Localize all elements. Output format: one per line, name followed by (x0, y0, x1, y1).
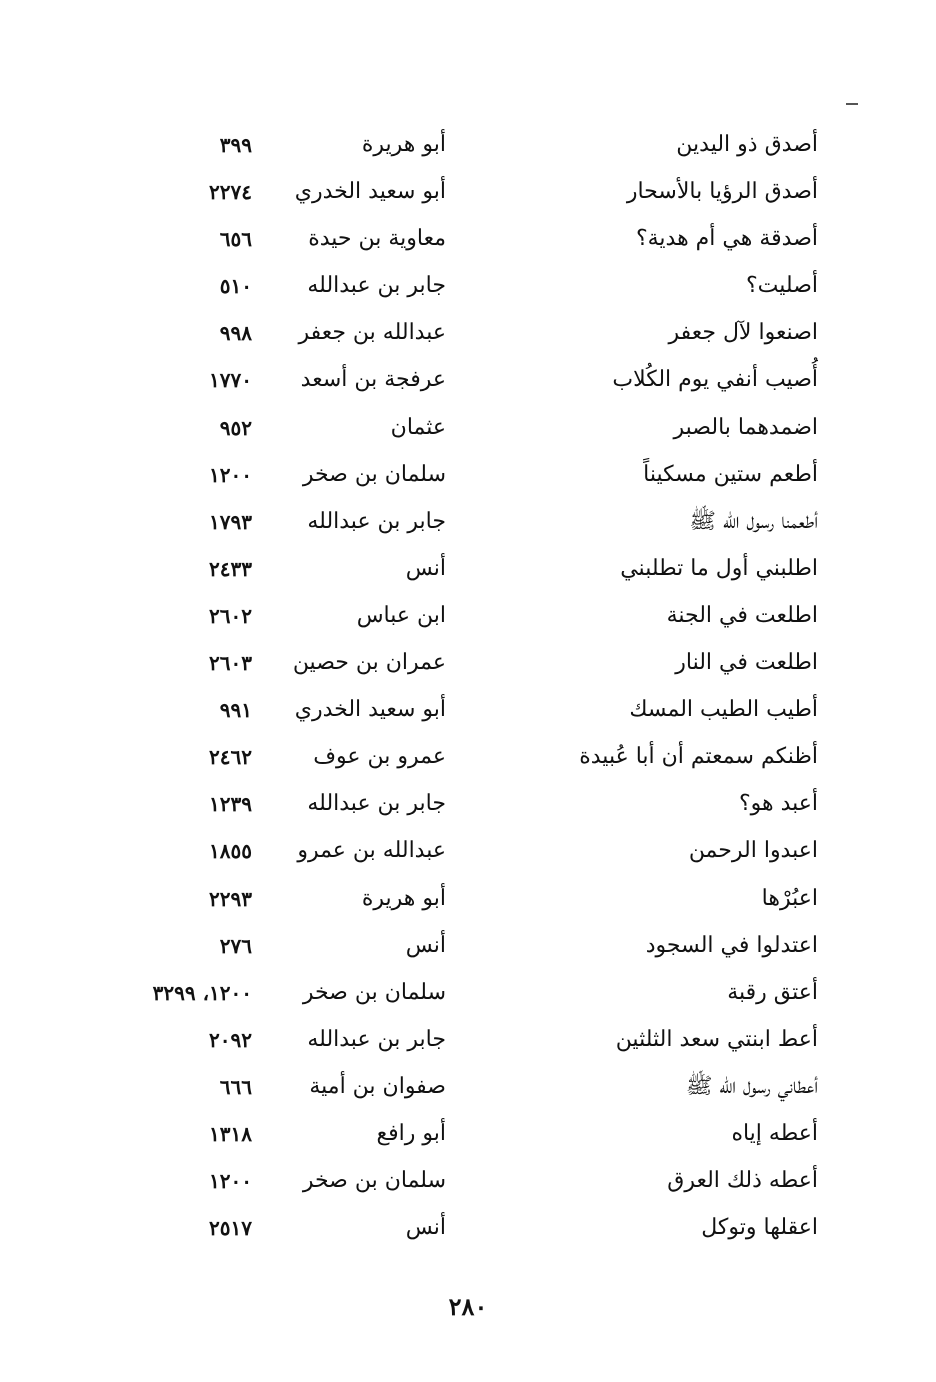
index-row (0, 923, 936, 970)
narrator-name: عبدالله بن جعفر (298, 320, 446, 346)
hadith-index-list (0, 122, 936, 1252)
narrator-name: عثمان (390, 414, 446, 440)
hadith-number: ١٢٠٠ (209, 462, 252, 487)
narrator-name: جابر بن عبدالله (307, 273, 446, 299)
hadith-phrase: أصدق ذو اليدين (676, 132, 818, 157)
hadith-phrase: اضمدهما بالصبر (673, 414, 818, 440)
hadith-phrase: أُصيب أنفي يوم الكُلاب (612, 367, 818, 393)
narrator-name: سلمان بن صخر (302, 1168, 446, 1194)
narrator-name: معاوية بن حيدة (308, 226, 446, 252)
index-row (0, 452, 936, 499)
hadith-number: ٢٠٩٢ (209, 1027, 252, 1052)
hadith-phrase: أطيب الطيب المسك (629, 697, 818, 723)
index-row (0, 169, 936, 216)
narrator-name: أنس (405, 932, 446, 958)
narrator-name: أبو سعيد الخدري (294, 179, 446, 205)
narrator-name: عمران بن حصين (292, 650, 446, 676)
index-row (0, 122, 936, 169)
hadith-number: ٦٥٦ (219, 227, 252, 252)
hadith-phrase: اعبدوا الرحمن (688, 838, 818, 864)
hadith-phrase: اعبُرْها (761, 885, 818, 911)
index-row (0, 828, 936, 875)
hadith-number: ٥١٠ (219, 274, 252, 299)
hadith-number: ٢٢٩٣ (209, 886, 252, 911)
narrator-name: أبو رافع (376, 1120, 446, 1146)
index-row (0, 970, 936, 1017)
hadith-phrase: اعتدلوا في السجود (645, 932, 818, 958)
index-row (0, 1158, 936, 1205)
index-row (0, 310, 936, 357)
hadith-number: ١٢٠٠، ٣٢٩٩ (152, 980, 252, 1005)
hadith-phrase: أعبد هو؟ (738, 791, 818, 817)
narrator-name: أبو هريرة (361, 885, 446, 911)
hadith-number: ٣٩٩ (219, 133, 252, 157)
hadith-phrase: أطعمنا رسول الله ﷺ (689, 508, 818, 534)
hadith-phrase: أصدقة هي أم هدية؟ (635, 226, 818, 252)
index-row (0, 876, 936, 923)
hadith-phrase: أصدق الرؤيا بالأسحار (626, 179, 818, 205)
narrator-name: أنس (405, 555, 446, 581)
index-row (0, 357, 936, 404)
narrator-name: أبو هريرة (361, 132, 446, 157)
hadith-number: ٩٩١ (219, 698, 252, 723)
index-row (0, 687, 936, 734)
narrator-name: سلمان بن صخر (302, 461, 446, 487)
hadith-phrase: أعط ابنتي سعد الثلثين (615, 1026, 818, 1052)
hadith-phrase: أعتق رقبة (727, 979, 818, 1005)
hadith-phrase: أعطه إياه (731, 1120, 818, 1146)
hadith-phrase: اطلعت في النار (675, 650, 818, 676)
narrator-name: عرفجة بن أسعد (300, 367, 446, 393)
page-number: ٢٨٠ (448, 1292, 488, 1321)
hadith-number: ٩٥٢ (219, 415, 252, 440)
hadith-number: ١٣١٨ (209, 1121, 252, 1146)
narrator-name: جابر بن عبدالله (307, 791, 446, 817)
hadith-number: ٦٦٦ (219, 1074, 252, 1099)
hadith-phrase: اصنعوا لآل جعفر (668, 320, 818, 346)
index-row (0, 1205, 936, 1252)
hadith-phrase: أعطه ذلك العرق (667, 1168, 818, 1194)
index-row (0, 546, 936, 593)
corner-mark (846, 103, 858, 105)
hadith-number: ١٨٥٥ (209, 839, 252, 864)
hadith-phrase: اطلبني أول ما تطلبني (620, 555, 818, 581)
index-row (0, 216, 936, 263)
hadith-number: ٢٦٠٢ (209, 603, 252, 628)
narrator-name: أبو سعيد الخدري (294, 697, 446, 723)
index-row (0, 499, 936, 546)
narrator-name: صفوان بن أمية (309, 1073, 446, 1099)
hadith-phrase: أصليت؟ (746, 273, 818, 299)
hadith-number: ١٢٠٠ (209, 1169, 252, 1194)
hadith-phrase: أظنكم سمعتم أن أبا عُبيدة (579, 744, 818, 770)
hadith-number: ٢٤٣٣ (209, 556, 252, 581)
index-row (0, 781, 936, 828)
hadith-number: ١٢٣٩ (209, 792, 252, 817)
hadith-number: ٢٧٦ (219, 933, 252, 958)
hadith-number: ٢٤٦٢ (209, 745, 252, 770)
narrator-name: سلمان بن صخر (302, 979, 446, 1005)
narrator-name: أنس (405, 1215, 446, 1241)
index-row (0, 734, 936, 781)
narrator-name: جابر بن عبدالله (307, 508, 446, 534)
hadith-phrase: اعقلها وتوكل (701, 1215, 818, 1241)
hadith-number: ٢٥١٧ (209, 1216, 252, 1241)
narrator-name: عبدالله بن عمرو (297, 838, 446, 864)
narrator-name: عمرو بن عوف (313, 744, 446, 770)
hadith-number: ١٧٧٠ (209, 368, 252, 393)
hadith-number: ١٧٩٣ (209, 509, 252, 534)
hadith-number: ٢٦٠٣ (209, 651, 252, 676)
hadith-phrase: أعطاني رسول الله ﷺ (685, 1073, 818, 1099)
hadith-phrase: اطلعت في الجنة (666, 602, 818, 628)
index-row (0, 1111, 936, 1158)
index-row (0, 1064, 936, 1111)
index-row (0, 405, 936, 452)
narrator-name: ابن عباس (356, 602, 446, 628)
index-row (0, 1017, 936, 1064)
hadith-phrase: أطعم ستين مسكيناً (643, 461, 818, 487)
hadith-number: ٢٢٧٤ (209, 180, 252, 205)
index-row (0, 640, 936, 687)
hadith-number: ٩٩٨ (219, 321, 252, 346)
narrator-name: جابر بن عبدالله (307, 1026, 446, 1052)
index-row (0, 593, 936, 640)
index-row (0, 263, 936, 310)
